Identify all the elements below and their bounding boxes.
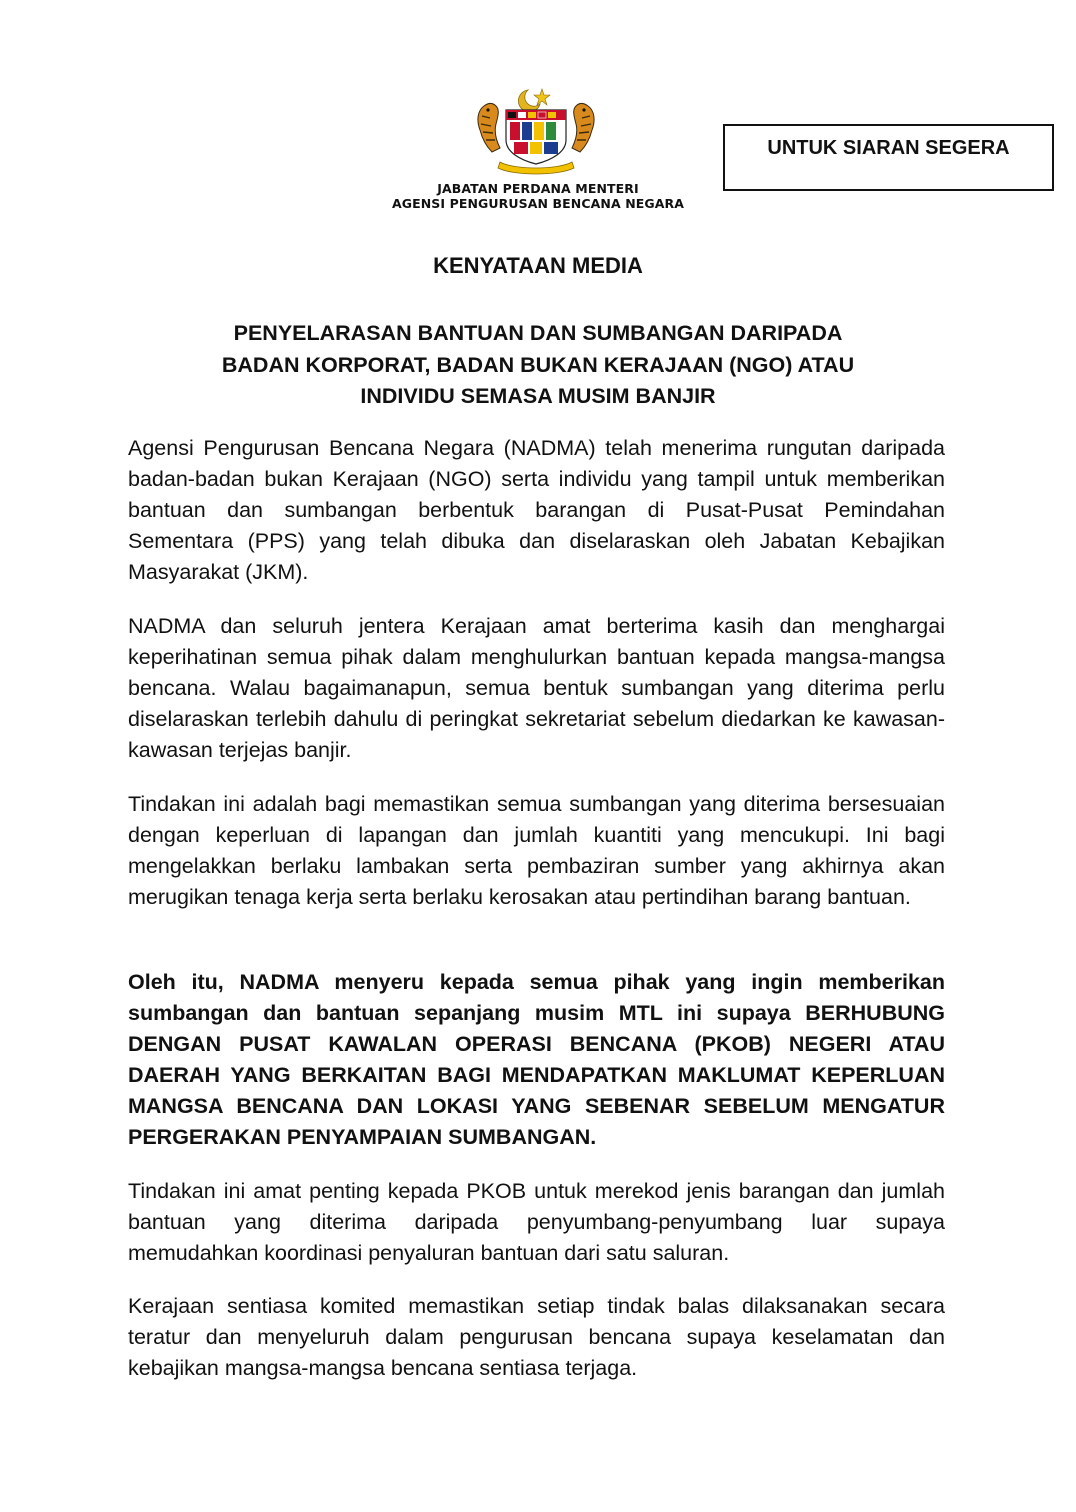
document-type-heading: KENYATAAN MEDIA: [433, 253, 643, 278]
title-line: INDIVIDU SEMASA MUSIM BANJIR: [360, 384, 716, 408]
coat-of-arms-logo: [470, 86, 602, 178]
agency-line-department: JABATAN PERDANA MENTERI: [437, 181, 639, 196]
body-paragraph-purpose: Tindakan ini adalah bagi memastikan semua sumbangan yang diterima bersesuaian dengan keperluan di lapangan dan jumlah kuantiti yang mencukupi. Ini bagi mengelakkan berlaku lambakan serta pembaziran sumber yang akhirnya akan merugikan tenaga kerja serta berlaku kerosakan atau pertindihan barang bantuan.: [128, 792, 945, 909]
release-status-box: [723, 124, 1054, 191]
agency-line-agency: AGENSI PENGURUSAN BENCANA NEGARA: [391, 196, 685, 211]
body-paragraph-importance: Tindakan ini amat penting kepada PKOB untuk merekod jenis barangan dan jumlah bantuan yang diterima daripada penyumbang-penyumbang luar supaya memudahkan koordinasi penyaluran bantuan dari satu saluran.: [128, 1179, 945, 1265]
body-paragraph-appreciation: NADMA dan seluruh jentera Kerajaan amat berterima kasih dan menghargai keperihatinan semua pihak dalam menghulurkan bantuan kepada mangsa-mangsa bencana. Walau bagaimanapun, semua bentuk sumbangan yang diterima perlu diselaraskan terlebih dahulu di peringkat sekretariat sebelum diedarkan ke kawasan-kawasan terjejas banjir.: [128, 614, 945, 762]
title-line: PENYELARASAN BANTUAN DAN SUMBANGAN DARIPADA: [233, 321, 843, 345]
body-paragraph-complaint: Agensi Pengurusan Bencana Negara (NADMA) telah menerima rungutan daripada badan-badan bukan Kerajaan (NGO) serta individu yang tampil untuk memberikan bantuan dan sumbangan berbentuk barangan di Pusat-Pusat Pemindahan Sementara (PPS) yang telah dibuka dan diselaraskan oleh Jabatan Kebajikan Masyarakat (JKM).: [128, 436, 945, 584]
agency-header: [340, 181, 736, 211]
document-title: [140, 318, 936, 413]
body-paragraph-appeal: Oleh itu, NADMA menyeru kepada semua pihak yang ingin memberikan sumbangan dan bantuan sepanjang musim MTL ini supaya BERHUBUNG DENGAN PUSAT KAWALAN OPERASI BENCANA (PKOB) NEGERI ATAU DAERAH YANG BERKAITAN BAGI MENDAPATKAN MAKLUMAT KEPERLUAN MANGSA BENCANA DAN LOKASI YANG SEBENAR SEBELUM MENGATUR PERGERAKAN PENYAMPAIAN SUMBANGAN.: [128, 970, 945, 1149]
title-line: BADAN KORPORAT, BADAN BUKAN KERAJAAN (NGO) ATAU: [221, 352, 855, 377]
release-status-label: UNTUK SIARAN SEGERA: [767, 137, 1010, 159]
body-paragraph-commitment: Kerajaan sentiasa komited memastikan setiap tindak balas dilaksanakan secara teratur dan menyeluruh dalam pengurusan bencana supaya keselamatan dan kebajikan mangsa-mangsa bencana sentiasa terjaga.: [128, 1294, 945, 1380]
